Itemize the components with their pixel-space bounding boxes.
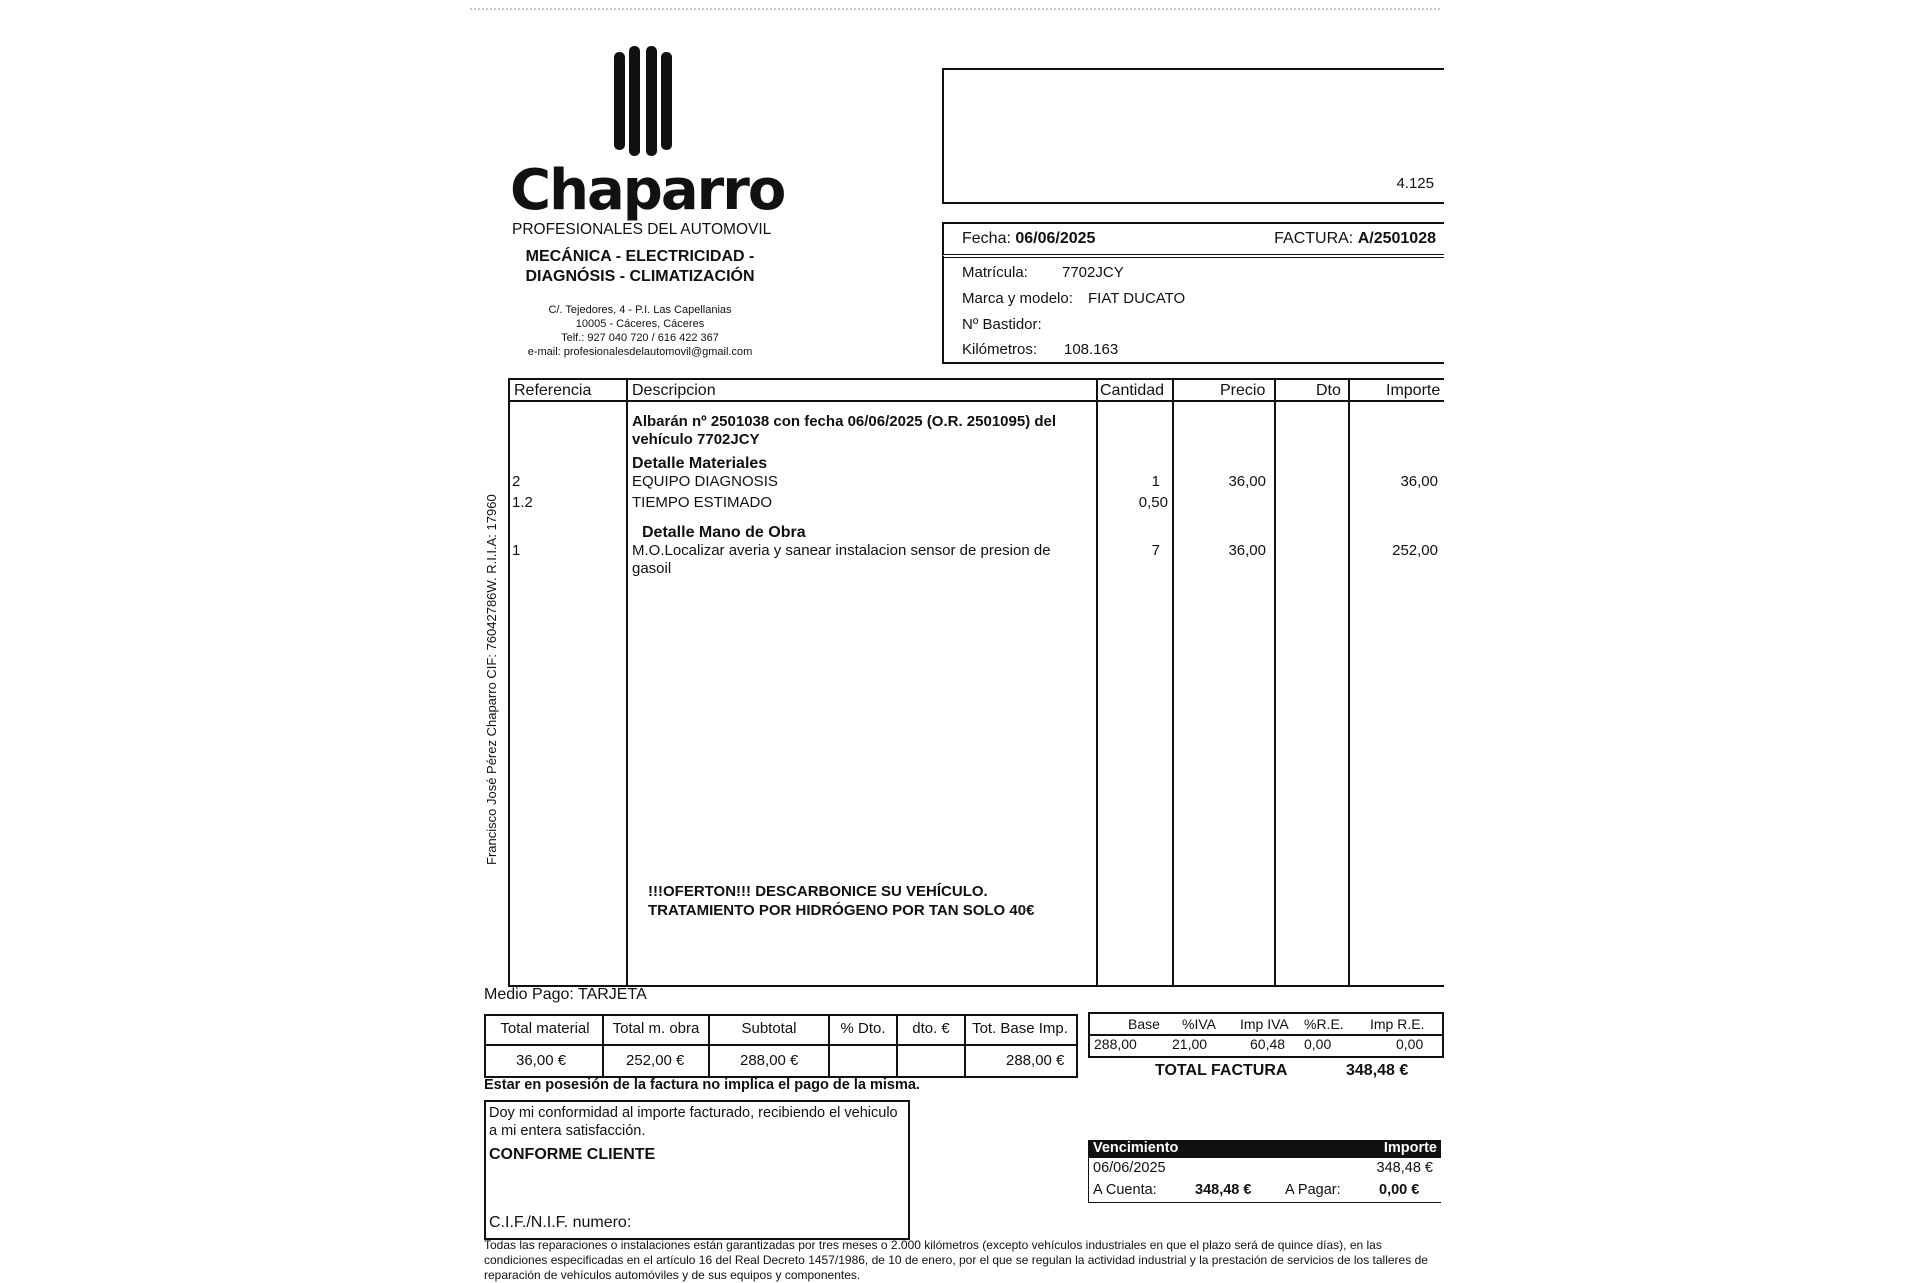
paid-label: A Cuenta: [1093,1182,1157,1198]
discount-pct-label: % Dto. [840,1020,886,1037]
materials-title: Detalle Materiales [632,455,768,472]
due-header [1089,1140,1441,1158]
row-ref: 1.2 [512,494,533,511]
address-line-2: 10005 - Cáceres, Cáceres [575,318,705,330]
vehicle-box [942,256,1444,364]
vat-rate-value: 21,00 [1172,1036,1208,1052]
header-cantidad: Cantidad [1100,382,1165,399]
pending-label: A Pagar: [1285,1182,1341,1198]
invoice-number [1274,230,1436,248]
albaran-text [632,413,1092,449]
invoice-date [962,230,1095,248]
brand-subtitle: PROFESIONALES DEL AUTOMOVIL [512,221,772,238]
subtotal-label: Subtotal [741,1020,797,1037]
row-qty: 7 [1151,542,1160,559]
acceptance-text: Doy mi conformidad al importe facturado, recibiendo el vehiculo a mi entera satisfacción. [489,1105,898,1139]
top-scan-line [470,8,1440,10]
paid-value: 348,48 € [1195,1182,1252,1198]
header-descripcion: Descripcion [632,382,716,399]
tax-base-label: Tot. Base Imp. [972,1020,1068,1037]
items-table [508,378,1444,987]
invoice-total-label: TOTAL FACTURA [1155,1062,1288,1079]
vat-amount-value: 60,48 [1250,1036,1286,1052]
date-value: 06/06/2025 [1015,230,1096,247]
row-ref: 2 [512,473,521,490]
vat-base-label: Base [1128,1016,1160,1032]
totals-divider [486,1044,1076,1046]
header-divider [510,400,1444,402]
address-line-1: C/. Tejedores, 4 - P.I. Las Capellanias [548,304,732,316]
total-material-value: 36,00 € [516,1052,567,1069]
services-line-1: MECÁNICA - ELECTRICIDAD - [525,248,755,265]
promo-text [648,882,1034,920]
re-amount-label: Imp R.E. [1370,1016,1425,1032]
row-desc [632,542,1092,578]
row-desc: EQUIPO DIAGNOSIS [632,473,778,490]
header-dto: Dto [1316,382,1341,399]
km-value: 108.163 [1064,341,1119,358]
company-legal-id: Francisco José Pérez Chaparro CIF: 76042786W. R.I.I.A: 17960 [484,494,499,865]
totals-table [484,1014,1078,1078]
re-rate-label: %R.E. [1304,1016,1344,1032]
pending-value: 0,00 € [1379,1182,1420,1198]
col-divider [1172,380,1174,985]
albaran-line-1: Albarán nº 2501038 con fecha 06/06/2025 (O.R. 2501095) del [632,413,1057,430]
row-desc-line-2: gasoil [632,560,672,577]
invoice-number-label: FACTURA: [1274,230,1354,247]
row-qty: 1 [1151,473,1160,490]
row-price: 36,00 [1228,542,1266,559]
header-referencia: Referencia [514,382,592,399]
row-price: 36,00 [1228,473,1266,490]
due-box [1088,1140,1441,1203]
vat-rate-label: %IVA [1182,1016,1216,1032]
promo-line-2: TRATAMIENTO POR HIDRÓGENO POR TAN SOLO 40€ [648,902,1035,919]
customer-tax-id-label: C.I.F./N.I.F. numero: [489,1214,632,1231]
total-material-label: Total material [500,1020,590,1037]
invoice-total-value: 348,48 € [1346,1062,1409,1079]
plate-label: Matrícula: [962,264,1028,281]
possession-note: Estar en posesión de la factura no implica el pago de la misma. [484,1077,920,1093]
chassis-label: Nº Bastidor: [962,316,1042,333]
row-ref: 1 [512,542,521,559]
albaran-line-2: vehículo 7702JCY [632,431,760,448]
company-address [505,303,775,359]
km-label: Kilómetros: [962,341,1038,358]
col-divider [1274,380,1276,985]
plate-value: 7702JCY [1062,264,1124,281]
row-amount: 36,00 [1400,473,1438,490]
vat-base-value: 288,00 [1094,1036,1137,1052]
date-label: Fecha: [962,230,1011,247]
re-amount-value: 0,00 [1396,1036,1424,1052]
total-labour-label: Total m. obra [612,1020,700,1037]
due-amount-label: Importe [1383,1140,1437,1156]
discount-eur-label: dto. € [912,1020,950,1037]
subtotal-value: 288,00 € [740,1052,799,1069]
row-desc-line-1: M.O.Localizar averia y sanear instalacion sensor de presion de [632,542,1051,559]
customer-acceptance-box [484,1100,910,1240]
header-importe: Importe [1386,382,1441,399]
header-precio: Precio [1220,382,1266,399]
invoice-number-value: A/2501028 [1357,230,1436,247]
row-desc: TIEMPO ESTIMADO [632,494,773,511]
vat-amount-label: Imp IVA [1240,1016,1289,1032]
legal-text: Todas las reparaciones o instalaciones están garantizadas por tres meses o 2.000 kilómetros (excepto vehículos industriales en que el plazo será de quince días), en las condiciones especificadas en el artículo 16 del Real Decreto 1457/1986, de 10 de enero, por el que se regulan la actividad industrial y la prestación de servicios de los talleres de reparación de vehículos automóviles y de sus equipos y componentes. [484,1238,1428,1282]
model-value: FIAT DUCATO [1088,290,1186,307]
services [505,247,775,287]
customer-number: 4.125 [1396,175,1434,192]
payment-method: Medio Pago: TARJETA [484,986,647,1003]
labour-title: Detalle Mano de Obra [642,524,806,541]
services-line-2: DIAGNÓSIS - CLIMATIZACIÓN [525,268,755,285]
due-amount: 348,48 € [1376,1160,1433,1176]
col-divider [1096,380,1098,985]
row-amount: 252,00 [1392,542,1438,559]
due-label: Vencimiento [1093,1140,1179,1156]
row-qty: 0,50 [1138,494,1168,511]
phone: Telf.: 927 040 720 / 616 422 367 [561,332,719,344]
customer-box [942,68,1444,204]
invoice-header [942,222,1444,258]
brand-name: Chaparro [510,158,785,223]
acceptance-title: CONFORME CLIENTE [489,1146,656,1163]
promo-line-1: !!!OFERTON!!! DESCARBONICE SU VEHÍCULO. [648,883,988,900]
total-labour-value: 252,00 € [626,1052,685,1069]
tax-base-value: 288,00 € [1006,1052,1065,1069]
due-date: 06/06/2025 [1093,1160,1166,1176]
col-divider [626,380,628,985]
col-divider [1348,380,1350,985]
email: e-mail: profesionalesdelautomovil@gmail.com [527,346,753,358]
model-label: Marca y modelo: [962,290,1073,307]
vat-table [1088,1012,1444,1058]
re-rate-value: 0,00 [1304,1036,1332,1052]
chaparro-logo-icon [612,46,674,156]
